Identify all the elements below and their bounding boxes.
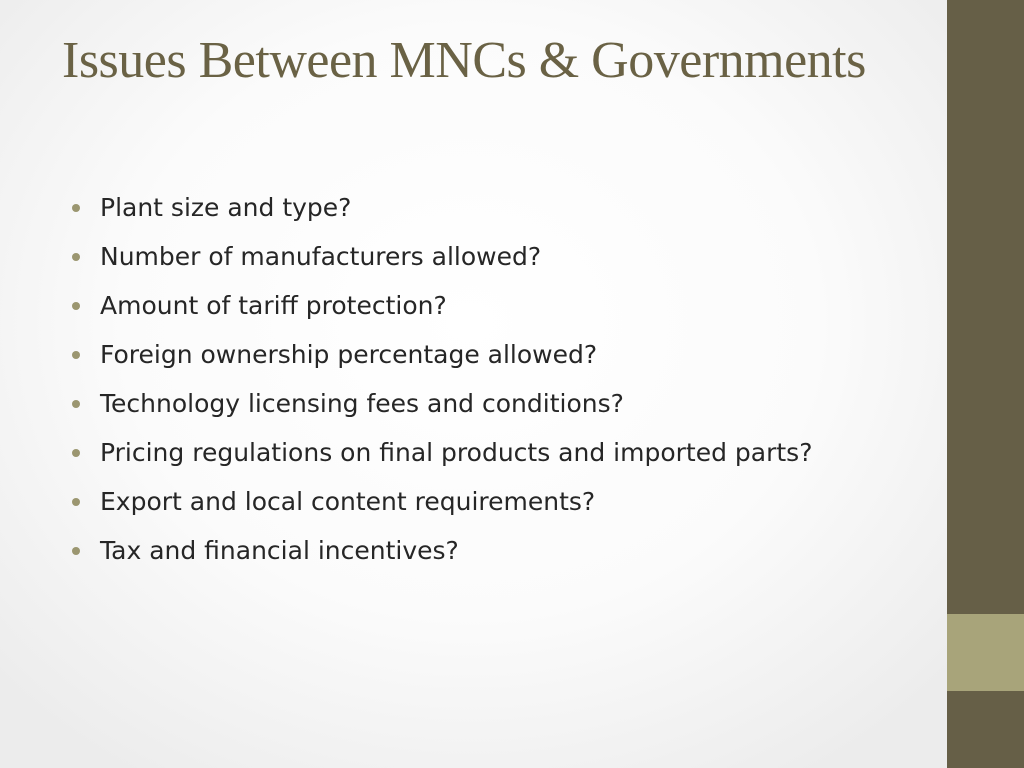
bullet-text: Amount of tariff protection?: [100, 291, 447, 320]
bullet-dot-icon: [72, 449, 80, 457]
bullet-dot-icon: [72, 547, 80, 555]
bullet-dot-icon: [72, 302, 80, 310]
bullet-list: [72, 183, 812, 575]
bullet-item: [72, 183, 812, 232]
bullet-item: [72, 281, 812, 330]
bullet-text: Technology licensing fees and conditions?: [100, 389, 624, 418]
side-accent-block: [947, 614, 1024, 691]
bullet-dot-icon: [72, 204, 80, 212]
bullet-dot-icon: [72, 253, 80, 261]
bullet-item: [72, 526, 812, 575]
bullet-dot-icon: [72, 400, 80, 408]
bullet-dot-icon: [72, 351, 80, 359]
bullet-text: Pricing regulations on final products and imported parts?: [100, 438, 813, 467]
bullet-item: [72, 232, 812, 281]
bullet-text: Foreign ownership percentage allowed?: [100, 340, 598, 369]
bullet-text: Number of manufacturers allowed?: [100, 242, 542, 271]
bullet-item: [72, 379, 812, 428]
bullet-text: Plant size and type?: [100, 193, 352, 222]
bullet-item: [72, 477, 812, 526]
bullet-item: [72, 330, 812, 379]
slide-title: Issues Between MNCs & Governments: [62, 32, 866, 89]
bullet-text: Tax and financial incentives?: [100, 536, 459, 565]
bullet-text: Export and local content requirements?: [100, 487, 596, 516]
bullet-dot-icon: [72, 498, 80, 506]
bullet-item: [72, 428, 812, 477]
